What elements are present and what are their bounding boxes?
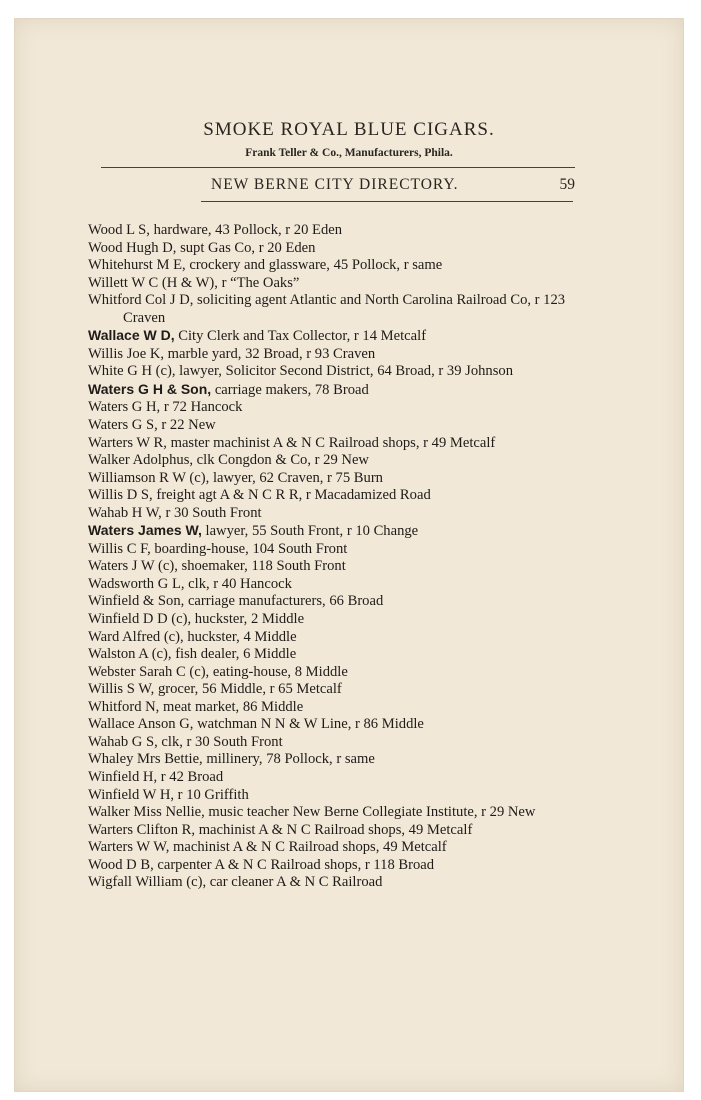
entry-details: grocer, 56 Middle, r 65 Metcalf [154, 681, 342, 698]
directory-entry [88, 804, 578, 822]
directory-entry [88, 399, 578, 417]
entry-details: r 30 South Front [161, 504, 262, 521]
directory-entry [88, 346, 578, 364]
directory-entry [88, 327, 578, 346]
entry-name: Ward Alfred (c), [88, 628, 184, 645]
entry-name: Waters G S, [88, 417, 158, 434]
entry-name: Winfield H, [88, 768, 158, 785]
entry-details: clk, r 40 Hancock [184, 575, 292, 592]
directory-entry [88, 857, 578, 875]
entry-details: car cleaner A & N C Railroad [206, 874, 383, 891]
directory-entry [88, 664, 578, 682]
entry-details: clk Congdon & Co, r 29 New [193, 452, 369, 469]
directory-entry [88, 452, 578, 470]
entry-details: huckster, 2 Middle [191, 611, 305, 628]
advert-subtitle: Frank Teller & Co., Manufacturers, Phila. [245, 147, 453, 159]
entry-details: machinist A & N C Railroad shops, 49 Metcalf [169, 839, 447, 856]
directory-entry [88, 611, 578, 629]
directory-entry [88, 822, 578, 840]
directory-entry [88, 222, 578, 240]
entry-details: fish dealer, 6 Middle [171, 646, 297, 663]
entry-name: Whitford Col J D, [88, 292, 194, 309]
directory-entries [88, 222, 578, 892]
entry-details: marble yard, 32 Broad, r 93 Craven [164, 345, 376, 362]
directory-entry [88, 576, 578, 594]
entry-details: huckster, 4 Middle [183, 628, 297, 645]
entry-name: Winfield W H, [88, 786, 175, 803]
entry-name: Wigfall William (c), [88, 874, 207, 891]
entry-details: City Clerk and Tax Collector, r 14 Metcalf [174, 328, 427, 345]
entry-name: Walston A (c), [88, 646, 172, 663]
directory-entry [88, 470, 578, 488]
entry-name: Wallace W D, [88, 327, 175, 344]
directory-entry [88, 381, 578, 400]
entry-name: Warters W W, [88, 839, 170, 856]
entry-name: Waters J W (c), [88, 558, 178, 575]
directory-entry [88, 751, 578, 769]
directory-entry [88, 716, 578, 734]
directory-entry [88, 240, 578, 258]
entry-details: soliciting agent Atlantic and North Carolina Railroad Co, r 123 Craven [123, 292, 566, 326]
entry-details: r 22 New [157, 417, 216, 434]
entry-name: Webster Sarah C (c), [88, 663, 210, 680]
entry-name: Walker Miss Nellie, [88, 804, 205, 821]
entry-name: Whitehurst M E, [88, 257, 186, 274]
directory-entry [88, 646, 578, 664]
directory-entry [88, 487, 578, 505]
directory-entry [88, 257, 578, 275]
entry-name: Willis Joe K, [88, 345, 165, 362]
entry-details: supt Gas Co, r 20 Eden [176, 239, 316, 256]
entry-name: Wahab H W, [88, 504, 162, 521]
directory-entry [88, 629, 578, 647]
entry-details: machinist A & N C Railroad shops, 49 Metcalf [195, 821, 473, 838]
entry-name: Willis S W, [88, 681, 155, 698]
directory-entry [88, 681, 578, 699]
advert-title: SMOKE ROYAL BLUE CIGARS. [203, 119, 495, 140]
directory-entry [88, 734, 578, 752]
directory-header: NEW BERNE CITY DIRECTORY. [211, 176, 459, 193]
entry-details: clk, r 30 South Front [157, 733, 283, 750]
directory-entry [88, 417, 578, 435]
entry-details: master machinist A & N C Railroad shops, r 49 Metcalf [166, 434, 496, 451]
entry-details: shoemaker, 118 South Front [177, 558, 346, 575]
entry-name: Wood L S, [88, 222, 150, 238]
directory-entry [88, 699, 578, 717]
entry-details: lawyer, 62 Craven, r 75 Burn [209, 469, 383, 486]
entry-details: millinery, 78 Pollock, r same [202, 751, 375, 768]
entry-name: Wood Hugh D, [88, 239, 177, 256]
entry-details: carpenter A & N C Railroad shops, r 118 Broad [153, 856, 435, 873]
entry-name: Winfield D D (c), [88, 611, 192, 628]
entry-name: Waters G H & Son, [88, 380, 212, 397]
entry-name: Warters Clifton R, [88, 821, 196, 838]
entry-details: r “The Oaks” [217, 274, 300, 291]
entry-name: Willis C F, [88, 540, 151, 557]
entry-details: r 42 Broad [157, 768, 224, 785]
directory-entry [88, 275, 578, 293]
entry-name: Waters G H, [88, 399, 161, 416]
directory-entry [88, 593, 578, 611]
directory-entry [88, 874, 578, 892]
entry-details: r 72 Hancock [160, 399, 243, 416]
directory-entry [88, 522, 578, 541]
entry-details: carriage manufacturers, 66 Broad [184, 593, 384, 610]
entry-name: Williamson R W (c), [88, 469, 210, 486]
entry-details: hardware, 43 Pollock, r 20 Eden [149, 222, 343, 238]
entry-name: Winfield & Son, [88, 593, 185, 610]
directory-page [14, 18, 684, 1092]
entry-name: Waters James W, [88, 522, 202, 539]
entry-details: r 10 Griffith [174, 786, 249, 803]
entry-details: watchman N N & W Line, r 86 Middle [193, 716, 424, 733]
entry-details: music teacher New Berne Collegiate Institute, r 29 New [204, 804, 536, 821]
entry-details: lawyer, 55 South Front, r 10 Change [201, 523, 419, 540]
entry-details: lawyer, Solicitor Second District, 64 Broad, r 39 Johnson [175, 363, 513, 380]
entry-details: boarding-house, 104 South Front [150, 540, 348, 557]
entry-name: Whitford N, [88, 698, 160, 715]
entry-name: Wallace Anson G, [88, 716, 194, 733]
entry-name: Willett W C (H & W), [88, 274, 218, 291]
directory-entry [88, 769, 578, 787]
entry-details: freight agt A & N C R R, r Macadamized Road [152, 487, 431, 504]
directory-entry [88, 541, 578, 559]
directory-entry [88, 435, 578, 453]
directory-entry [88, 839, 578, 857]
entry-name: White G H (c), [88, 363, 176, 380]
directory-entry [88, 292, 578, 327]
entry-details: eating-house, 8 Middle [209, 663, 348, 680]
directory-entry [88, 363, 578, 381]
entry-details: meat market, 86 Middle [159, 698, 304, 715]
entry-name: Whaley Mrs Bettie, [88, 751, 203, 768]
entry-name: Warters W R, [88, 434, 167, 451]
entry-name: Willis D S, [88, 487, 153, 504]
directory-entry [88, 505, 578, 523]
entry-name: Wood D B, [88, 856, 154, 873]
entry-name: Wahab G S, [88, 733, 158, 750]
entry-details: crockery and glassware, 45 Pollock, r same [185, 257, 443, 274]
header-rule-bottom [201, 201, 573, 202]
entry-name: Wadsworth G L, [88, 575, 185, 592]
directory-entry [88, 787, 578, 805]
page-number: 59 [559, 176, 575, 193]
entry-name: Walker Adolphus, [88, 452, 194, 469]
directory-entry [88, 558, 578, 576]
header-rule-top [101, 167, 575, 168]
entry-details: carriage makers, 78 Broad [211, 381, 369, 398]
